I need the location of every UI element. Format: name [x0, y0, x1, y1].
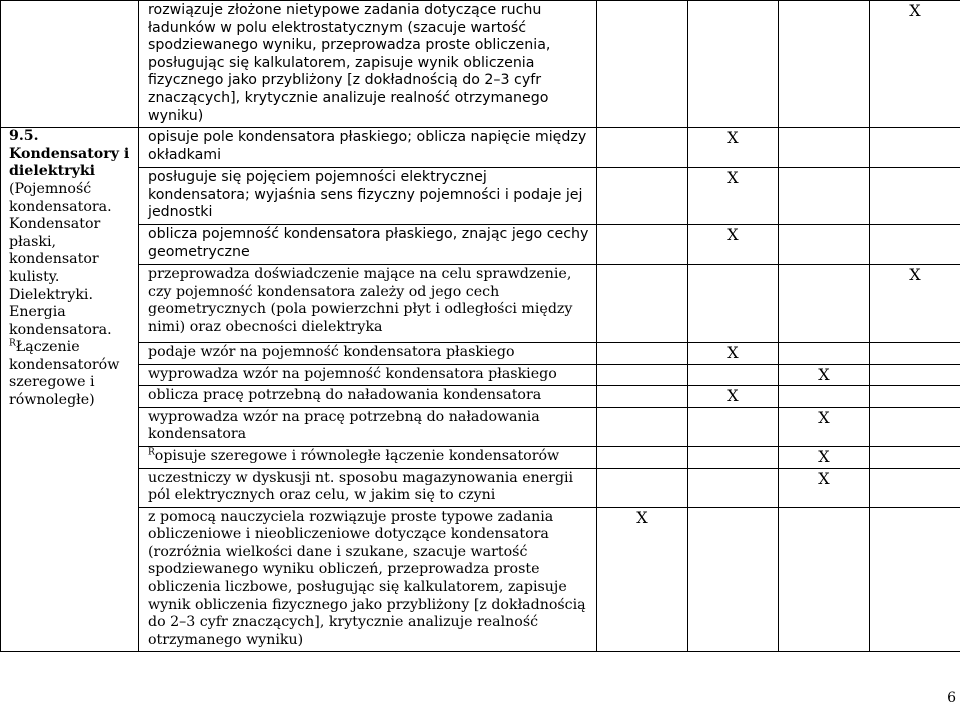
level-mark-cell-4	[870, 386, 960, 408]
requirement-text: oblicza pojemność kondensatora płaskiego, znając jego cechy geometryczne	[148, 225, 589, 260]
level-mark-cell-2	[688, 507, 779, 652]
level-mark-cell-3	[779, 1, 870, 128]
requirement-text: posługuje się pojęciem pojemności elektrycznej kondensatora; wyjaśnia sens fizyczny pojemności i podaje jej jednostki	[148, 169, 583, 221]
table-row	[1, 342, 960, 364]
topic-line: Dielektryki.	[9, 286, 93, 303]
table-row	[1, 468, 960, 507]
level-mark-cell-3	[779, 342, 870, 364]
level-mark-cell-4	[870, 342, 960, 364]
table-row	[1, 446, 960, 468]
level-mark-cell-2	[688, 407, 779, 446]
requirement-text-cell	[139, 468, 597, 507]
level-mark-cell-2	[688, 224, 779, 264]
level-mark: X	[818, 446, 830, 466]
level-mark-cell-2	[688, 446, 779, 468]
topic-line: (Pojemność kondensatora.	[9, 180, 112, 215]
level-mark-cell-1	[597, 468, 688, 507]
level-mark-cell-4	[870, 468, 960, 507]
table-row	[1, 264, 960, 342]
requirement-text: przeprowadza doświadczenie mające na celu sprawdzenie, czy pojemność kondensatora zależy od jego cech geometrycznych (pola powierzchni płyt i odległości między nimi) oraz obecności dielektryka	[148, 265, 573, 335]
level-mark: X	[818, 407, 830, 427]
level-mark-cell-2	[688, 342, 779, 364]
topic-last-line	[9, 339, 136, 409]
level-mark-cell-3	[779, 264, 870, 342]
level-mark-cell-1	[597, 264, 688, 342]
requirement-text-cell	[139, 224, 597, 264]
requirement-text-cell	[139, 168, 597, 225]
requirement-text-cell	[139, 507, 597, 652]
level-mark: X	[818, 364, 830, 384]
table-row	[1, 386, 960, 408]
level-mark-cell-2	[688, 264, 779, 342]
level-mark: X	[727, 168, 739, 188]
topic-cell	[1, 128, 139, 652]
level-mark: X	[727, 224, 739, 244]
requirement-text: opisuje pole kondensatora płaskiego; oblicza napięcie między okładkami	[148, 129, 587, 163]
requirement-text: uczestniczy w dyskusji nt. sposobu magazynowania energii pól elektrycznych oraz celu, w jakim się to czyni	[148, 469, 574, 504]
level-mark: X	[727, 386, 739, 406]
level-mark-cell-3	[779, 386, 870, 408]
requirement-text: rozwiązuje złożone nietypowe zadania dotyczące ruchu ładunków w polu elektrostatycznym (szacuje wartość spodziewanego wyniku, przeprowadza proste obliczenia, posługując się kalkulatorem, zapisuje wynik obliczenia fizycznego jako przybliżony [z dokładnością do 2–3 cyfr znaczących], krytycznie analizuje realność otrzymanego wyniku)	[148, 2, 551, 124]
table-row	[1, 1, 960, 128]
level-mark-cell-3	[779, 364, 870, 386]
topic-cell-previous	[1, 1, 139, 128]
level-mark-cell-2	[688, 364, 779, 386]
table-row	[1, 364, 960, 386]
level-mark-cell-3	[779, 168, 870, 225]
level-mark-cell-1	[597, 1, 688, 128]
level-mark-cell-1	[597, 128, 688, 168]
level-mark-cell-2	[688, 386, 779, 408]
level-mark-cell-2	[688, 468, 779, 507]
rozszerzenie-marker: R	[9, 338, 16, 349]
topic-title: 9.5. Kondensatory i dielektryki	[9, 128, 130, 180]
page-number: 6	[947, 690, 956, 706]
level-mark-cell-1	[597, 507, 688, 652]
level-mark-cell-3	[779, 446, 870, 468]
requirement-text-cell	[139, 386, 597, 408]
level-mark: X	[818, 468, 830, 488]
level-mark: X	[727, 128, 739, 148]
level-mark-cell-1	[597, 407, 688, 446]
topic-line: Kondensator płaski, kondensator kulisty.	[9, 216, 101, 285]
level-mark-cell-1	[597, 386, 688, 408]
level-mark-cell-4	[870, 128, 960, 168]
requirement-text: oblicza pracę potrzebną do naładowania kondensatora	[148, 387, 542, 404]
requirement-text-cell	[139, 407, 597, 446]
level-mark-cell-4	[870, 1, 960, 128]
rozszerzenie-marker: R	[148, 447, 155, 458]
level-mark-cell-3	[779, 224, 870, 264]
level-mark-cell-3	[779, 468, 870, 507]
level-mark: X	[636, 507, 648, 527]
level-mark-cell-1	[597, 446, 688, 468]
requirements-table-body	[1, 1, 960, 652]
level-mark-cell-1	[597, 168, 688, 225]
level-mark-cell-4	[870, 364, 960, 386]
table-row	[1, 407, 960, 446]
table-row	[1, 128, 960, 168]
level-mark-cell-1	[597, 364, 688, 386]
level-mark-cell-1	[597, 224, 688, 264]
level-mark-cell-1	[597, 342, 688, 364]
topic-last-line-text: Łączenie kondensatorów szeregowe i równoległe)	[9, 339, 120, 409]
level-mark: X	[909, 264, 921, 284]
level-mark-cell-4	[870, 407, 960, 446]
level-mark-cell-3	[779, 507, 870, 652]
table-row	[1, 168, 960, 225]
level-mark-cell-2	[688, 1, 779, 128]
level-mark-cell-4	[870, 224, 960, 264]
level-mark-cell-2	[688, 168, 779, 225]
requirement-text-cell	[139, 446, 597, 468]
requirement-text: podaje wzór na pojemność kondensatora płaskiego	[148, 343, 515, 360]
requirement-text: opisuje szeregowe i równoległe łączenie kondensatorów	[154, 447, 560, 464]
level-mark: X	[727, 342, 739, 362]
table-row	[1, 224, 960, 264]
requirement-text: z pomocą nauczyciela rozwiązuje proste typowe zadania obliczeniowe i nieobliczeniowe dotyczące kondensatora (rozróżnia wielkości dane i szukane, szacuje wartość spodziewanego wyniku obliczeń, przeprowadza proste obliczenia liczbowe, posługując się kalkulatorem, zapisuje wynik obliczenia fizycznego jako przybliżony [z dokładnością do 2–3 cyfr znaczących], krytycznie analizuje realność otrzymanego wyniku)	[148, 508, 586, 648]
topic-line: Energia kondensatora.	[9, 304, 112, 338]
level-mark-cell-3	[779, 407, 870, 446]
requirement-text-cell	[139, 342, 597, 364]
level-mark-cell-4	[870, 446, 960, 468]
table-row	[1, 507, 960, 652]
requirement-text: wyprowadza wzór na pojemność kondensatora płaskiego	[148, 365, 557, 382]
level-mark-cell-4	[870, 168, 960, 225]
requirement-text-cell	[139, 1, 597, 128]
level-mark-cell-4	[870, 507, 960, 652]
level-mark-cell-2	[688, 128, 779, 168]
requirement-text: wyprowadza wzór na pracę potrzebną do naładowania kondensatora	[148, 408, 540, 443]
requirement-text-cell	[139, 264, 597, 342]
requirement-text-cell	[139, 128, 597, 168]
requirement-text-cell	[139, 364, 597, 386]
level-mark-cell-3	[779, 128, 870, 168]
level-mark-cell-4	[870, 264, 960, 342]
level-mark: X	[909, 1, 921, 20]
